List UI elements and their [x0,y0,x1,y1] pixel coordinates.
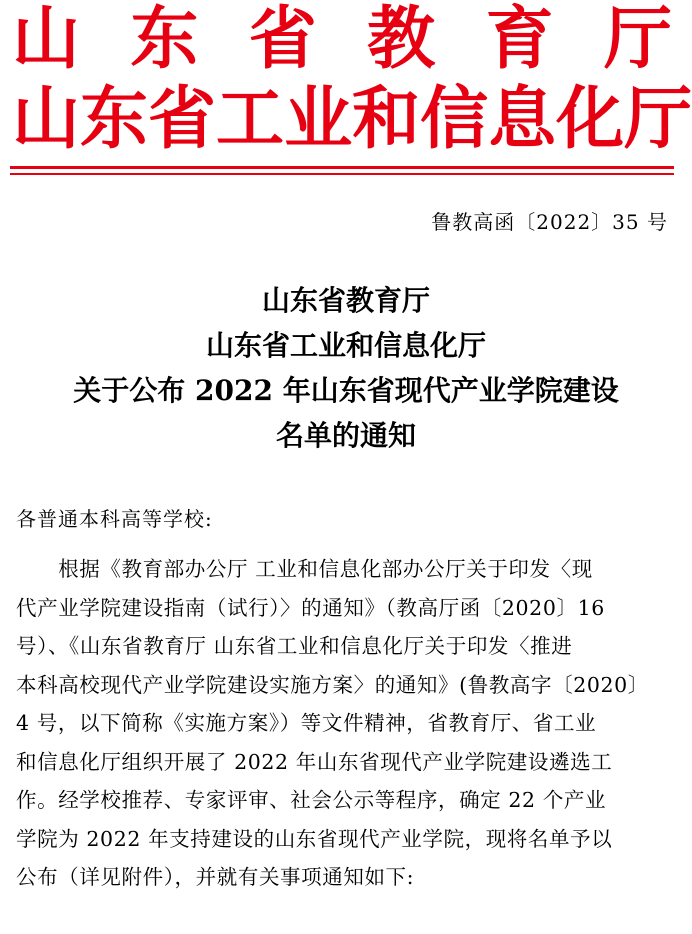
header-char: 育 [485,0,554,79]
body-line: 公布（详见附件），并就有关事项通知如下: [16,865,415,889]
title-line-3: 关于公布 2022 年山东省现代产业学院建设 [73,374,619,407]
red-divider-thick [10,166,674,169]
issuer-header-education-dept [12,0,672,78]
header-char: 山 [12,0,81,79]
header-char: 山 [12,79,81,159]
header-char: 省 [248,0,317,79]
issuer-header-industry-it-dept [12,79,692,159]
header-char: 省 [148,79,217,159]
body-line: 根据《教育部办公厅 工业和信息化部办公厅关于印发〈现 [16,557,593,581]
document-number: 鲁教高函〔2022〕35 号 [431,210,668,234]
salutation: 各普通本科高等学校: [16,507,213,531]
header-char: 厅 [603,0,672,79]
title-line-4: 名单的通知 [275,419,416,452]
document-title [0,278,692,458]
header-char: 教 [367,0,436,79]
header-char: 厅 [624,79,692,159]
header-char: 息 [488,79,557,159]
body-line: 和信息化厅组织开展了 2022 年山东省现代产业学院建设遴选工 [16,749,613,774]
title-line-2: 山东省工业和信息化厅 [205,329,486,362]
header-char: 东 [130,0,199,79]
body-line: 代产业学院建设指南（试行）〉的通知》（教高厅函〔2020〕16 [16,595,605,620]
header-char: 工 [216,79,285,159]
title-line-1: 山东省教育厅 [261,284,430,317]
body-line: 号）、《山东省教育厅 山东省工业和信息化厅关于印发〈推进 [16,634,573,658]
header-char: 东 [80,79,149,159]
red-divider-thin [10,173,674,175]
body-line: 4 号，以下简称《实施方案》）等文件精神，省教育厅、省工业 [16,711,597,735]
header-char: 和 [352,79,421,159]
body-paragraph [16,550,676,897]
body-line: 本科高校现代产业学院建设实施方案〉的通知》(鲁教高字〔2020〕 [16,672,649,697]
body-line: 学院为 2022 年支持建设的山东省现代产业学院，现将名单予以 [16,826,613,851]
body-line: 作。经学校推荐、专家评审、社会公示等程序，确定 22 个产业 [16,788,607,812]
header-char: 信 [420,79,489,159]
header-char: 化 [556,79,625,159]
header-char: 业 [284,79,353,159]
